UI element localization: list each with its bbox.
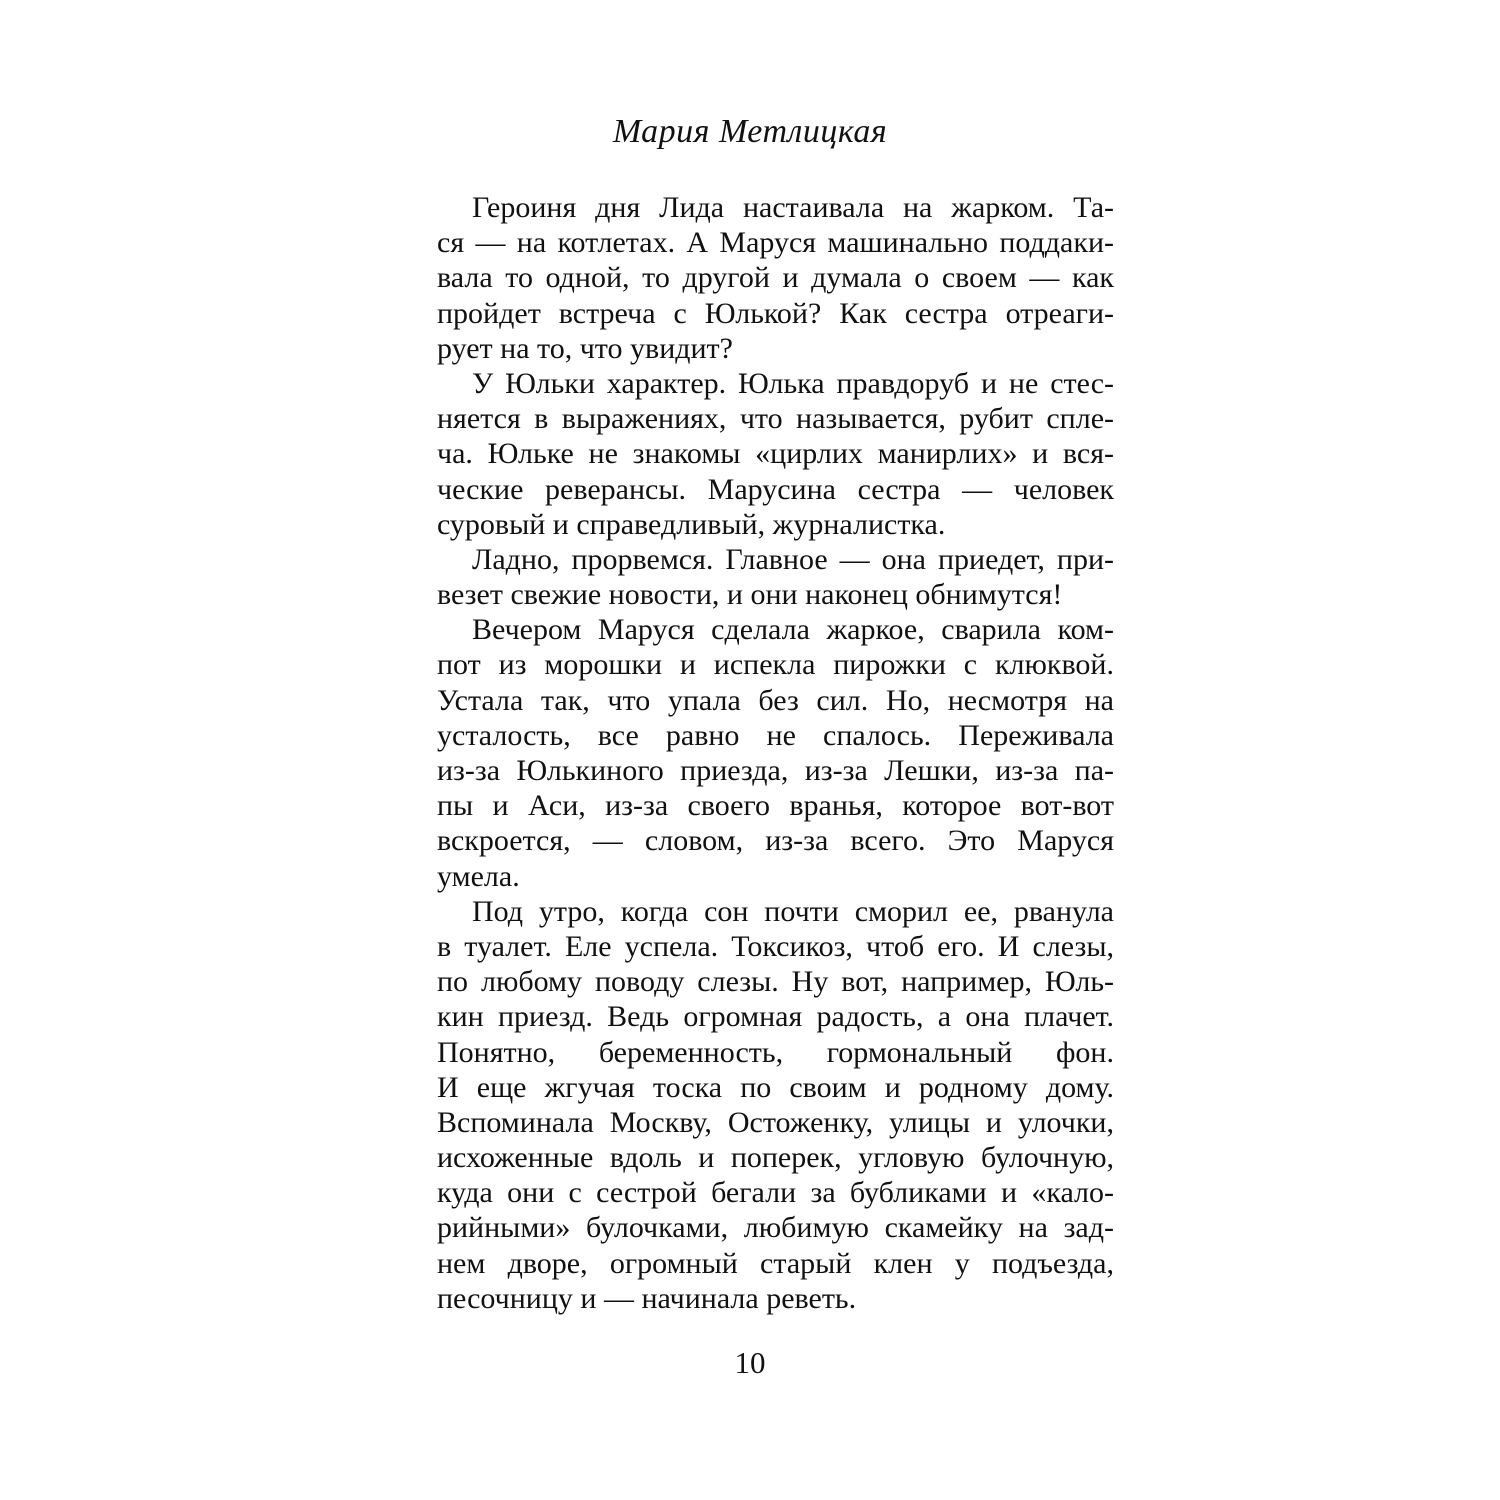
text-line: исхоженные вдоль и поперек, угловую булочную, bbox=[437, 1141, 1114, 1175]
text-line: ся — на котлетах. А Маруся машинально поддаки- bbox=[437, 226, 1114, 260]
text-line: умела. bbox=[437, 859, 520, 893]
paragraph bbox=[437, 366, 1114, 542]
text-line: ческие реверансы. Марусина сестра — человек bbox=[437, 472, 1114, 506]
text-line: куда они с сестрой бегали за бубликами и «кало- bbox=[437, 1176, 1114, 1210]
text-line: Героиня дня Лида настаивала на жарком. Та- bbox=[472, 191, 1114, 224]
paragraph bbox=[437, 190, 1114, 366]
text-line: песочницу и — начинала реветь. bbox=[437, 1281, 857, 1315]
text-line: усталость, все равно не спалось. Переживала bbox=[437, 718, 1114, 752]
text-line: кин приезд. Ведь огромная радость, а она плачет. bbox=[437, 1000, 1114, 1034]
text-line: Устала так, что упала без сил. Но, несмотря на bbox=[437, 683, 1114, 717]
text-line: Под утро, когда сон почти сморил ее, рванула bbox=[472, 894, 1114, 928]
text-line: Вечером Маруся сделала жаркое, сварила ком- bbox=[472, 613, 1114, 647]
running-head-author: Мария Метлицкая bbox=[612, 113, 888, 150]
text-line: вала то одной, то другой и думала о своем — как bbox=[437, 261, 1114, 295]
text-line: ча. Юльке не знакомы «цирлих манирлих» и вся- bbox=[437, 437, 1114, 471]
text-line: нем дворе, огромный старый клен у подъезда, bbox=[437, 1246, 1114, 1280]
text-line: У Юльки характер. Юлька правдоруб и не стес- bbox=[472, 366, 1114, 400]
paragraph bbox=[437, 542, 1114, 612]
paragraph bbox=[437, 612, 1114, 894]
text-line: по любому поводу слезы. Ну вот, например, Юль- bbox=[437, 965, 1114, 999]
text-line: Вспоминала Москву, Остоженку, улицы и улочки, bbox=[437, 1105, 1114, 1139]
text-line: пы и Аси, из-за своего вранья, которое вот-вот bbox=[437, 789, 1114, 823]
text-line: вскроется, — словом, из-за всего. Это Маруся bbox=[437, 824, 1114, 858]
text-line: рийными» булочками, любимую скамейку на зад- bbox=[437, 1211, 1114, 1245]
body-text bbox=[437, 190, 1114, 1316]
paragraph bbox=[437, 894, 1114, 1316]
text-line: И еще жгучая тоска по своим и родному дому. bbox=[437, 1070, 1114, 1104]
page-number: 10 bbox=[734, 1345, 766, 1380]
text-line: Ладно, прорвемся. Главное — она приедет, при- bbox=[472, 542, 1114, 576]
text-line: няется в выражениях, что называется, рубит спле- bbox=[437, 402, 1114, 436]
text-line: пот из морошки и испекла пирожки с клюквой. bbox=[437, 648, 1114, 682]
text-line: рует на то, что увидит? bbox=[437, 331, 733, 365]
text-line: из-за Юлькиного приезда, из-за Лешки, из-за па- bbox=[437, 754, 1114, 787]
text-line: суровый и справедливый, журналистка. bbox=[437, 507, 946, 541]
text-line: везет свежие новости, и они наконец обнимутся! bbox=[437, 578, 1063, 612]
text-line: пройдет встреча с Юлькой? Как сестра отреаги- bbox=[437, 296, 1114, 330]
text-line: в туалет. Еле успела. Токсикоз, чтоб его. И слезы, bbox=[437, 929, 1114, 963]
text-line: Понятно, беременность, гормональный фон. bbox=[437, 1035, 1114, 1069]
